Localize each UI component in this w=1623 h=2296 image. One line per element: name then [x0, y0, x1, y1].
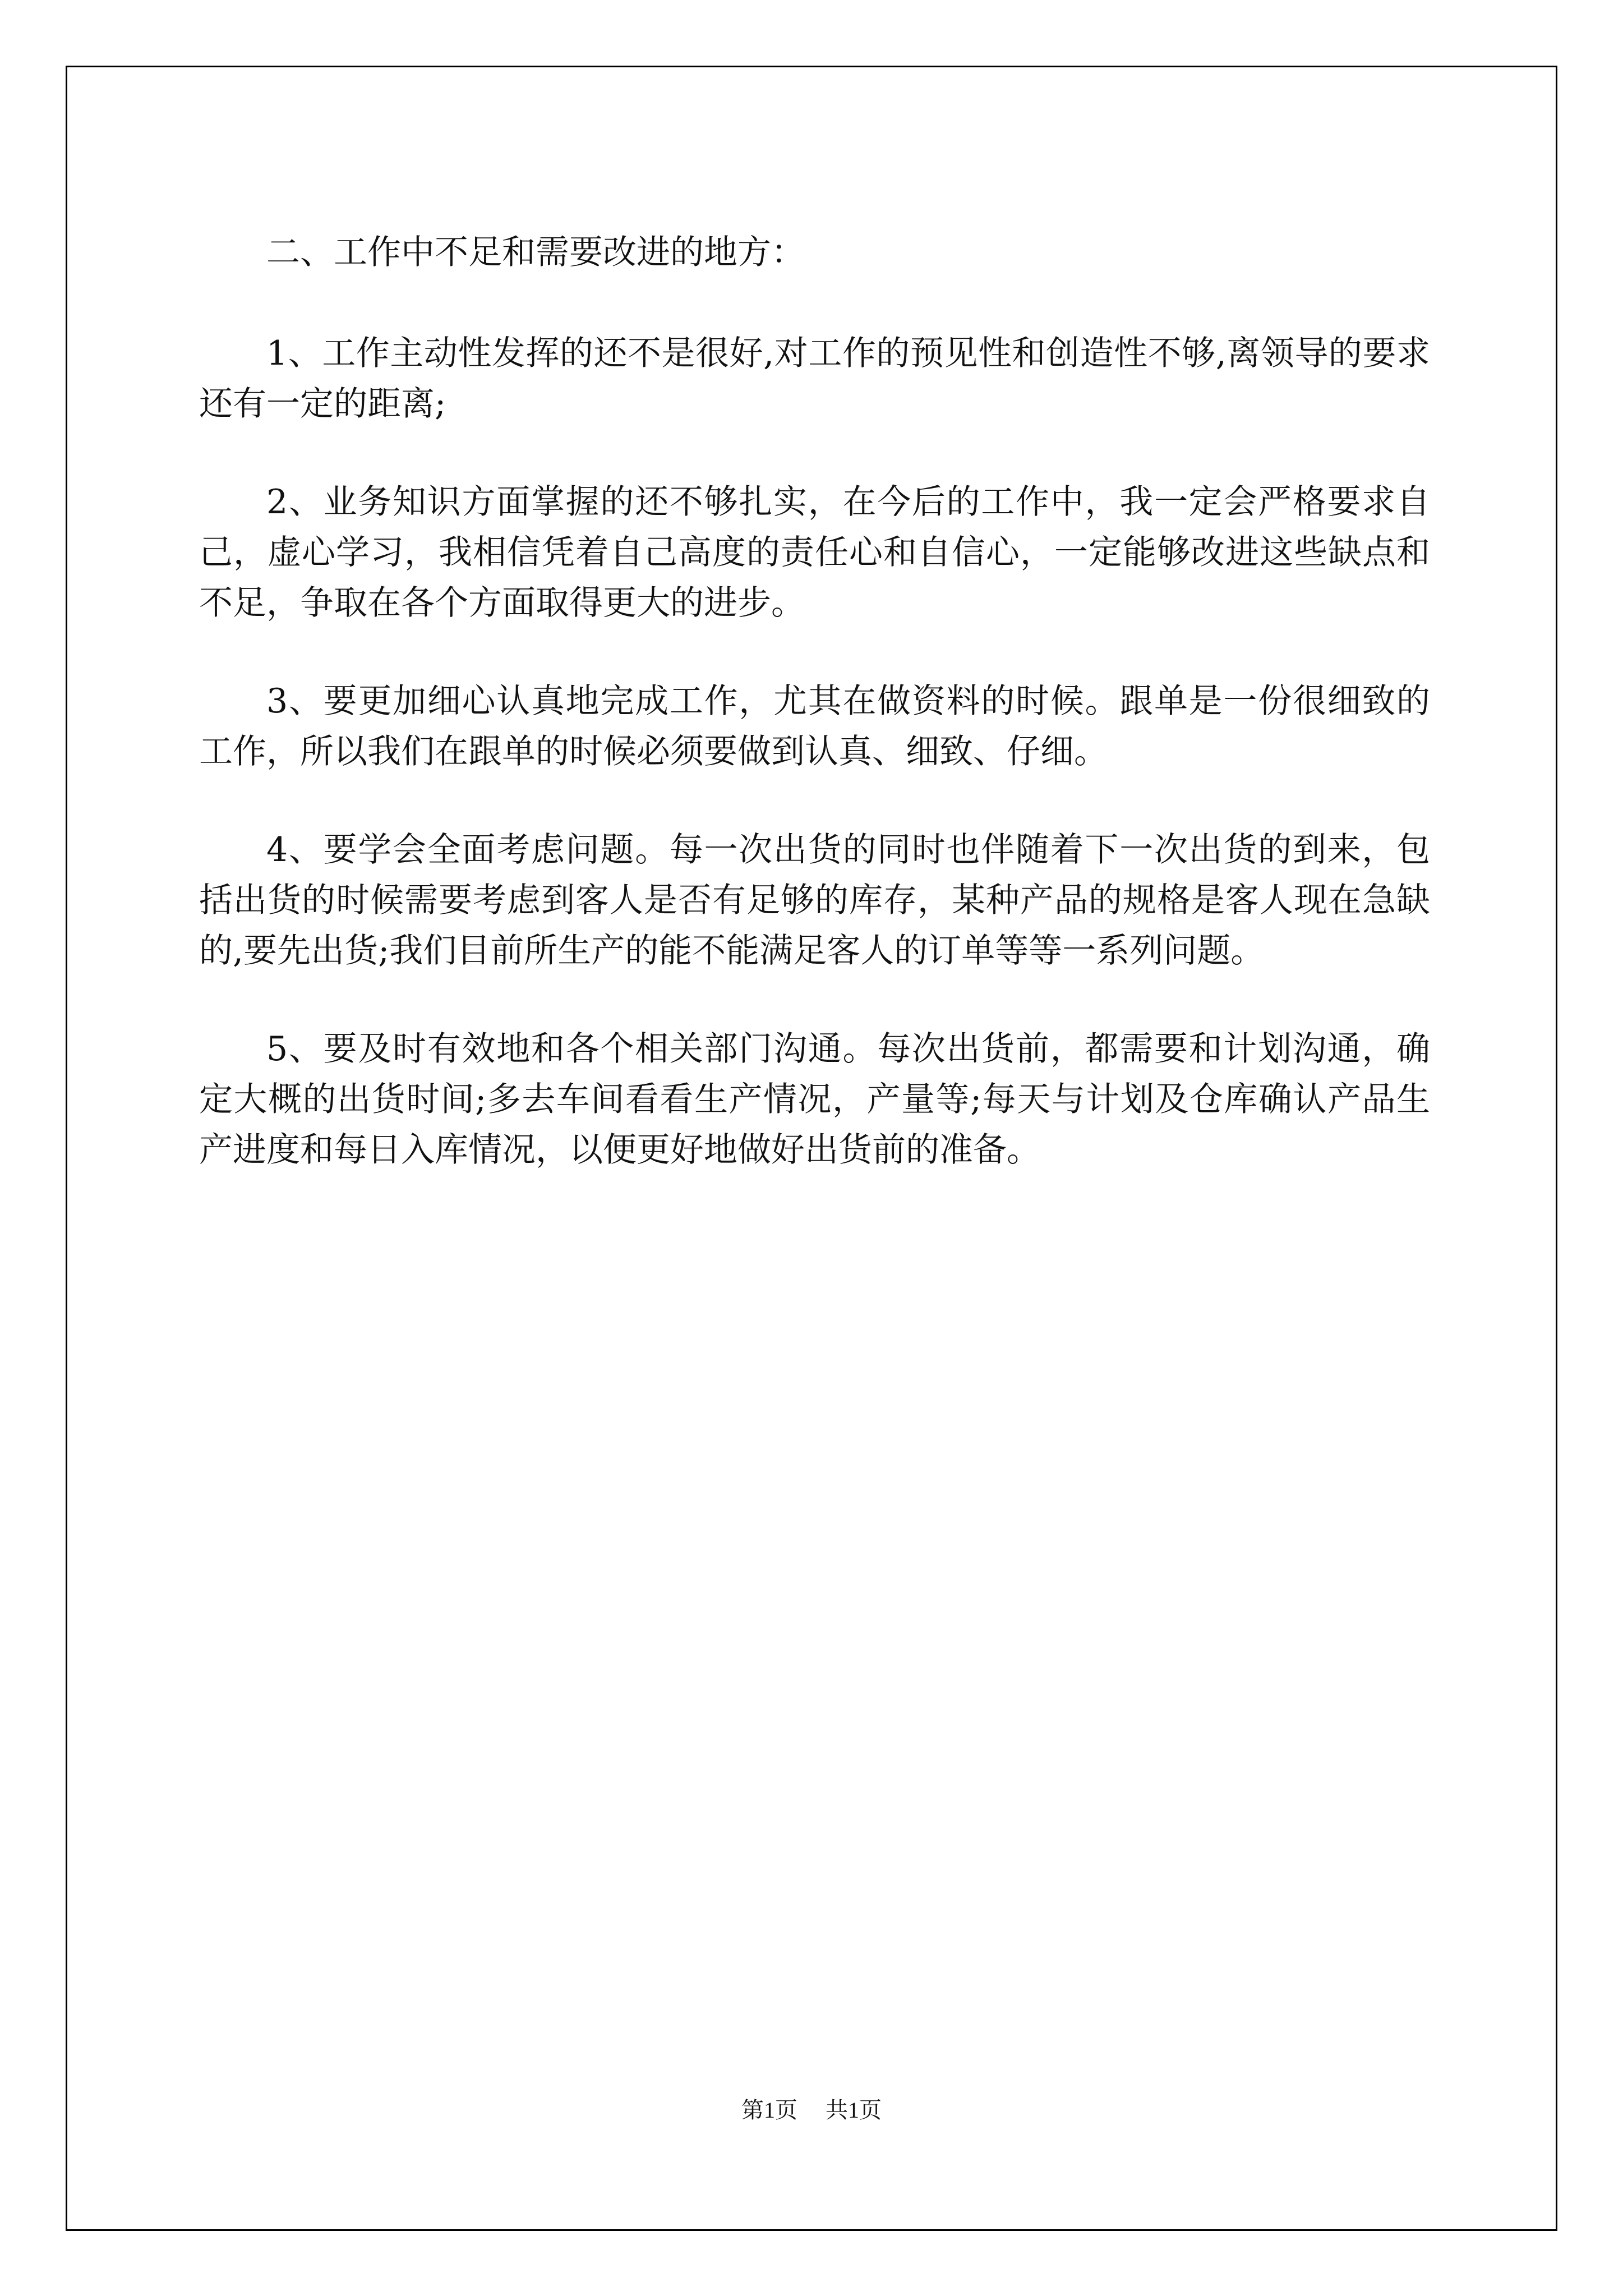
section-heading: 二、工作中不足和需要改进的地方： [266, 233, 805, 272]
paragraph-4: 4、要学会全面考虑问题。每一次出货的同时也伴随着下一次出货的到来，包括出货的时候需要考虑到客人是否有足够的库存，某种产品的规格是客人现在急缺的,要先出货;我们目前所生产的能不能满足客人的订单等等一系列问题。 [199, 830, 1430, 970]
paragraph-2: 2、业务知识方面掌握的还不够扎实，在今后的工作中，我一定会严格要求自己，虚心学习，我相信凭着自己高度的责任心和自信心，一定能够改进这些缺点和不足，争取在各个方面取得更大的进步。 [199, 482, 1430, 623]
page-footer [0, 2092, 1623, 2124]
paragraph-1: 1、工作主动性发挥的还不是很好,对工作的预见性和创造性不够,离领导的要求还有一定的距离; [199, 334, 1430, 424]
paragraph-5: 5、要及时有效地和各个相关部门沟通。每次出货前，都需要和计划沟通，确定大概的出货时间;多去车间看看生产情况，产量等;每天与计划及仓库确认产品生产进度和每日入库情况，以便更好地做好出货前的准备。 [199, 1029, 1430, 1170]
paragraph-3: 3、要更加细心认真地完成工作，尤其在做资料的时候。跟单是一份很细致的工作，所以我们在跟单的时候必须要做到认真、细致、仔细。 [199, 682, 1430, 771]
page-number-current: 第1页 [741, 2097, 797, 2123]
page-number-total: 共1页 [826, 2097, 882, 2123]
document-body [199, 227, 1430, 1223]
